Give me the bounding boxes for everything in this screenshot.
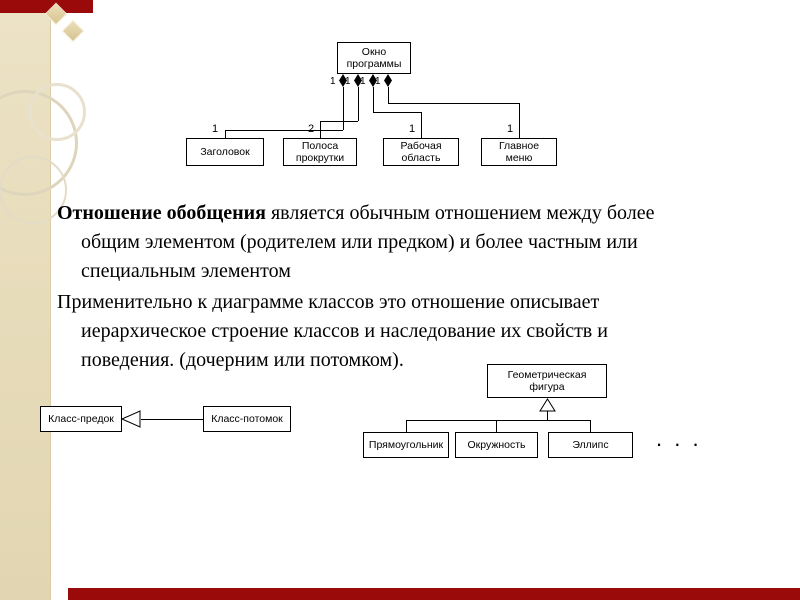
uml-box-mainmenu: Главное меню [481,138,557,166]
connector-line [406,420,591,421]
multiplicity-label: 2 [308,123,315,135]
uml-box-ellipse: Эллипс [548,432,633,458]
connector-line [590,420,591,432]
connector-line [320,121,321,138]
connector-line [373,112,421,113]
paragraph-line: иерархическое строение классов и наследование их свойств и [81,320,608,342]
ellipsis-more-classes: . . . [656,426,702,451]
uml-box-parent-class: Класс-предок [40,406,122,432]
connector-line [225,130,226,138]
multiplicity-label: 1 [212,123,219,135]
multiplicity-label: 1 [409,123,416,135]
uml-box-title: Заголовок [186,138,264,166]
paragraph-line: специальным элементом [81,260,291,282]
uml-box-geometric-figure: Геометрическая фигура [487,364,607,398]
paragraph-class-diagram [57,288,757,375]
connector-line [519,103,520,138]
multiplicity-label: 1 [345,76,351,87]
connector-line [406,420,407,432]
connector-line [225,130,343,131]
uml-box-rectangle: Прямоугольник [363,432,449,458]
generalization-arrow-icon [121,410,141,428]
multiplicity-label: 1 [330,76,336,87]
paragraph-text: является обычным отношением между более [265,202,655,224]
uml-box-circle: Окружность [455,432,538,458]
decorative-ring [28,83,86,141]
multiplicity-label: 1 [360,76,366,87]
connector-line [320,121,358,122]
paragraph-generalization-definition [57,199,757,286]
multiplicity-label: 1 [507,123,514,135]
connector-line [141,419,203,420]
paragraph-line: Применительно к диаграмме классов это отношение описывает [57,291,600,313]
connector-line [358,87,359,121]
connector-line [388,103,519,104]
paragraph-line: поведения. (дочерним или потомком). [81,349,404,371]
connector-line [373,87,374,112]
uml-box-child-class: Класс-потомок [203,406,291,432]
bottom-accent-bar [68,588,800,600]
connector-line [496,420,497,432]
connector-line [388,87,389,103]
uml-box-scrollbar: Полоса прокрутки [283,138,357,166]
connector-line [547,411,548,420]
connector-line [343,87,344,130]
uml-box-window: Окно программы [337,42,411,74]
connector-line [421,112,422,138]
paragraph-line [57,199,757,228]
composition-diamond-icon [384,74,392,87]
decorative-diamond-icon [62,20,85,43]
uml-box-workarea: Рабочая область [383,138,459,166]
multiplicity-label: 1 [375,76,381,87]
generalization-arrow-icon [539,398,556,412]
term-generalization: Отношение обобщения [57,202,266,224]
paragraph-line: общим элементом (родителем или предком) и более частным или [81,231,638,253]
